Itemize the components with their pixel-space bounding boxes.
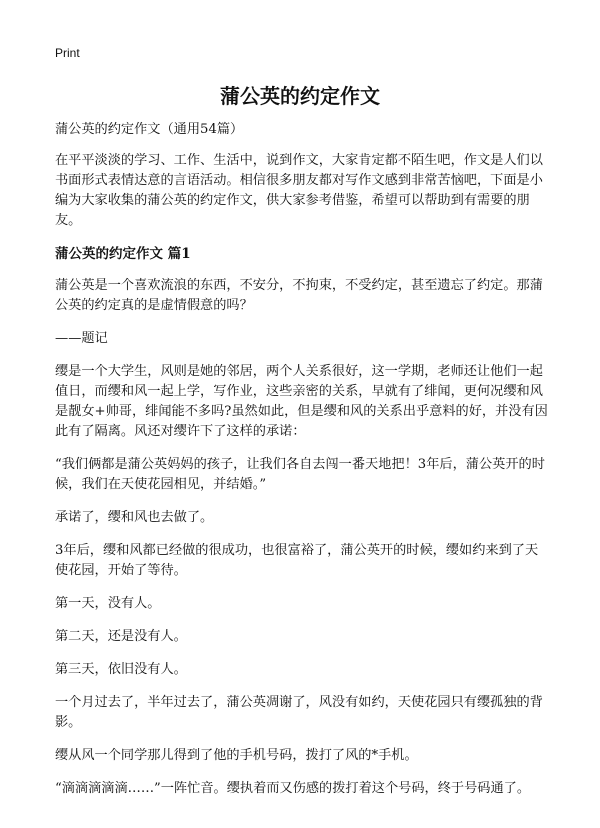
paragraph: 承诺了，缨和风也去做了。 [55,510,214,525]
subtitle: 蒲公英的约定作文（通用54篇） [55,122,244,137]
paragraph: 缨是一个大学生，风则是她的邻居，两个人关系很好，这一学期，老师还让他们一起值日，而缨和风一起上学，写作业，这些亲密的关系，早就有了绯闻，更何况缨和风是靓女+帅哥，绯闻能不多吗?虽然如此，但是缨和风的关系出乎意料的好，并没有因此有了隔离。风还对缨许下了这样的承诺： [55,364,548,439]
paragraph: 蒲公英是一个喜欢流浪的东西，不安分，不拘束，不受约定，甚至遗忘了约定。那蒲公英的约定真的是虚情假意的吗？ [55,278,543,313]
intro-paragraph: 在平平淡淡的学习、工作、生活中，说到作文，大家肯定都不陌生吧，作文是人们以书面形式表情达意的言语活动。相信很多朋友都对写作文感到非常苦恼吧，下面是小编为大家收集的蒲公英的约定作文，供大家参考借鉴，希望可以帮助到有需要的朋友。 [55,153,543,228]
article-body [55,120,550,812]
paragraph: 缨从风一个同学那儿得到了他的手机号码，拨打了风的*手机。 [55,748,418,763]
paragraph: “滴滴滴滴滴……”一阵忙音。缨执着而又伤感的拨打着这个号码，终于号码通了。 [55,781,531,796]
section-heading: 蒲公英的约定作文 篇1 [55,246,191,262]
print-label[interactable]: Print [55,46,80,60]
page-title: 蒲公英的约定作文 [220,84,380,108]
paragraph: 第二天，还是没有人。 [55,629,187,644]
paragraph: 3年后，缨和风都已经做的很成功，也很富裕了，蒲公英开的时候，缨如约来到了天使花园，开始了等待。 [55,543,539,578]
paragraph: ——题记 [55,331,108,346]
paragraph: “我们俩都是蒲公英妈妈的孩子，让我们各自去闯一番天地把！3年后，蒲公英开的时候，我们在天使花园相见，并结婚。” [55,457,545,492]
paragraph: 第一天，没有人。 [55,596,161,611]
paragraph: 一个月过去了，半年过去了，蒲公英凋谢了，风没有如约，天使花园只有缨孤独的背影。 [55,695,543,730]
paragraph: 第三天，依旧没有人。 [55,662,187,677]
